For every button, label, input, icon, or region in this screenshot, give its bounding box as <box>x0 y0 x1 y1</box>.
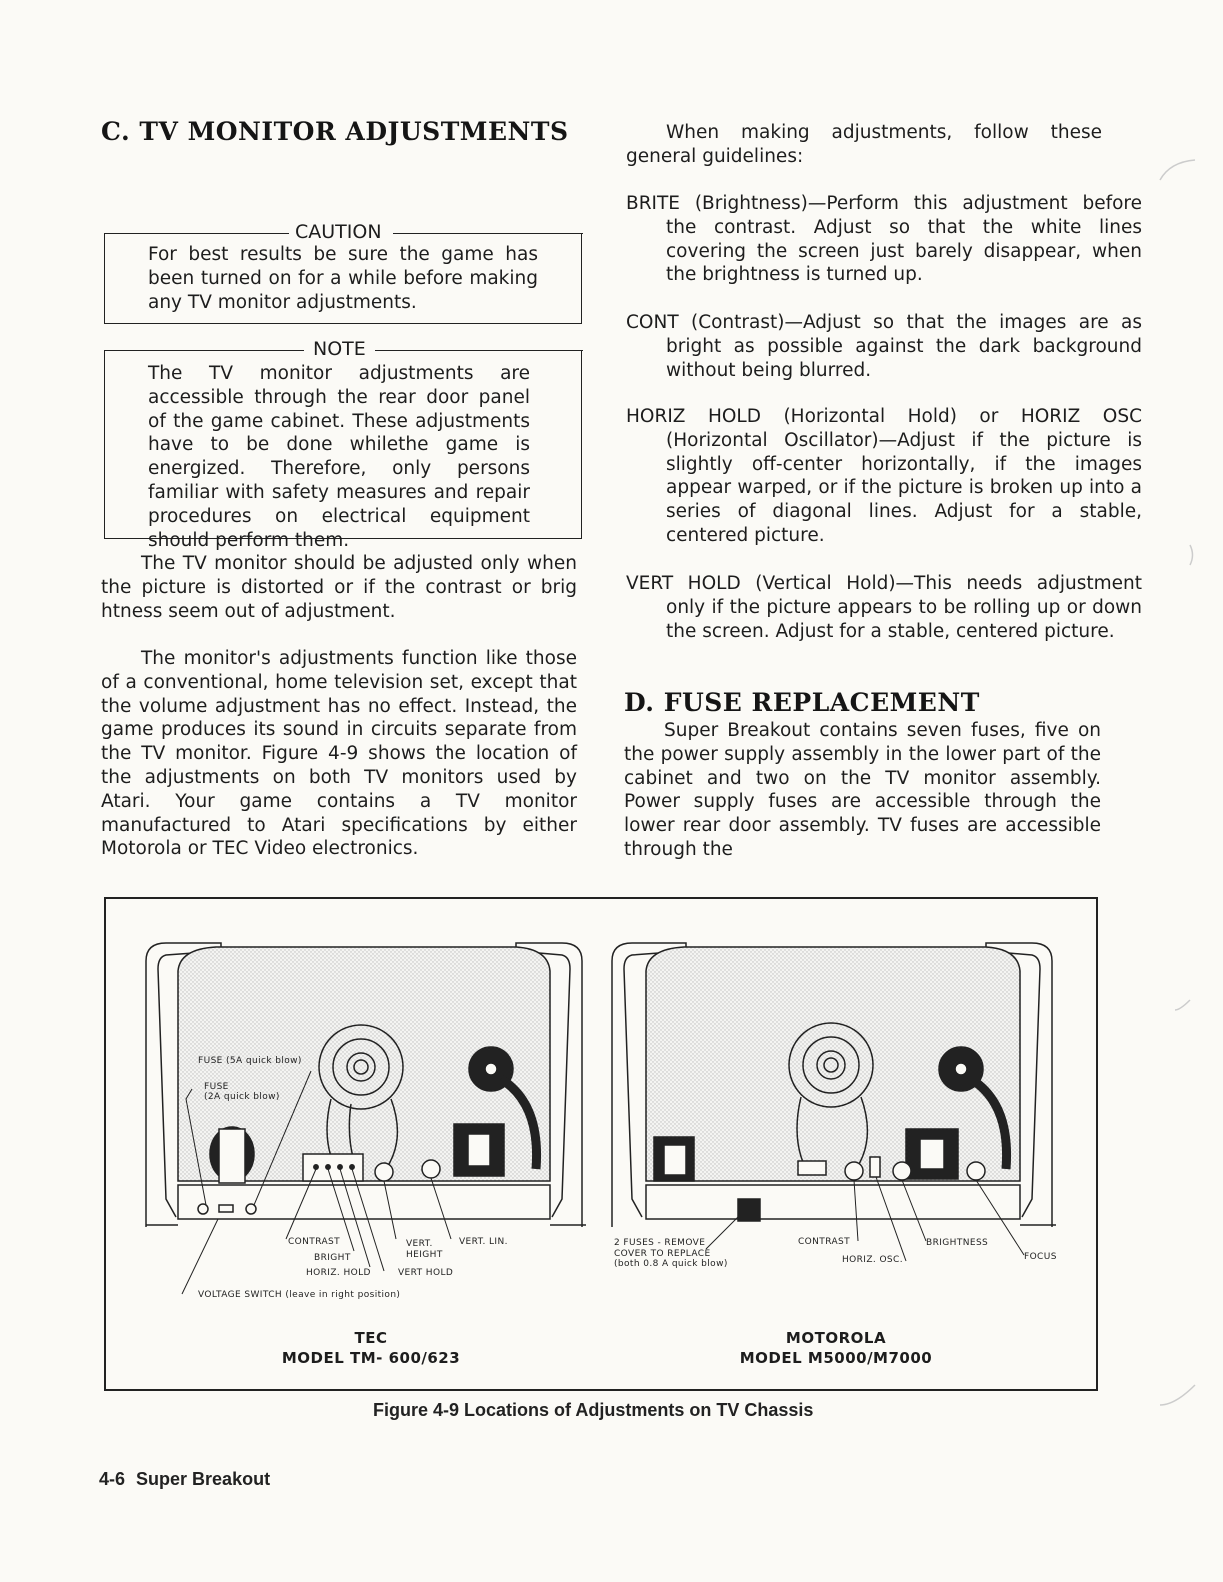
motorola-horiz-osc-label: HORIZ. OSC. <box>842 1255 903 1265</box>
tec-vert-hold-label: VERT HOLD <box>398 1268 454 1278</box>
motorola-brand: MOTOROLA <box>785 1329 887 1347</box>
caution-label: CAUTION <box>289 219 388 245</box>
section-c-heading: C. TV MONITOR ADJUSTMENTS <box>101 117 569 146</box>
tv-chassis-diagram <box>106 899 1096 1389</box>
tec-fuse-2a-label: FUSE <box>204 1082 229 1092</box>
caution-box <box>104 221 582 324</box>
binder-hole-marks <box>1150 150 1210 1430</box>
motorola-focus-label: FOCUS <box>1024 1252 1057 1262</box>
footer-title: Super Breakout <box>136 1469 271 1489</box>
note-text: The TV monitor adjustments are accessible through the rear door panel of the game cabinet. These adjustments have to be done whilethe game is energized. Therefore, only persons familiar with safety measures and repair procedures on electrical equipment should perform them. <box>148 363 530 551</box>
motorola-fuses-label: 2 FUSES - REMOVE <box>614 1238 706 1248</box>
tec-horiz-hold-label: HORIZ. HOLD <box>306 1268 371 1278</box>
note-box <box>104 338 582 551</box>
tec-brand: TEC <box>354 1329 388 1347</box>
tec-voltage-switch-label: VOLTAGE SWITCH (leave in right position) <box>198 1290 401 1300</box>
tec-chassis <box>146 943 586 1294</box>
motorola-contrast-label: CONTRAST <box>798 1237 851 1247</box>
guideline-horiz-hold: HORIZ HOLD (Horizontal Hold) or HORIZ OSC (Horizontal Oscillator)—Adjust if the picture is slightly off-center horizontally, if the images appear warped, or if the picture is broken up into a series of diagonal lines. Adjust for a stable, centered picture. <box>626 406 1142 546</box>
guideline-brite: BRITE (Brightness)—Perform this adjustment before the contrast. Adjust so that the white lines covering the screen just barely disappear, when the brightness is turned up. <box>626 193 1142 286</box>
guidelines-intro: When making adjustments, follow these general guidelines: <box>626 122 1102 167</box>
tec-vert-label: VERT. <box>406 1239 433 1249</box>
figure-4-9 <box>104 897 1098 1391</box>
note-label: NOTE <box>307 336 372 362</box>
page-footer <box>99 1469 270 1490</box>
guideline-cont: CONT (Contrast)—Adjust so that the images are as bright as possible against the dark background without being blurred. <box>626 312 1142 381</box>
motorola-brightness-label: BRIGHTNESS <box>926 1238 989 1248</box>
motorola-chassis <box>612 943 1056 1261</box>
paragraph-adjust-when: The TV monitor should be adjusted only when the picture is distorted or if the contrast or brig htness seem out of adjustment. <box>101 553 577 622</box>
tec-fuse-5a-label: FUSE (5A quick blow) <box>198 1056 302 1066</box>
tec-contrast-label: CONTRAST <box>288 1237 341 1247</box>
tec-model: MODEL TM- 600/623 <box>281 1349 461 1367</box>
motorola-fuses-cover: COVER TO REPLACE <box>614 1249 711 1259</box>
caution-text: For best results be sure the game has been turned on for a while before making any TV monitor adjustments. <box>148 244 538 313</box>
tec-fuse-2a-spec: (2A quick blow) <box>204 1092 280 1102</box>
guideline-vert-hold: VERT HOLD (Vertical Hold)—This needs adjustment only if the picture appears to be rolling up or down the screen. Adjust for a stable, centered picture. <box>626 573 1142 642</box>
motorola-fuses-spec: (both 0.8 A quick blow) <box>614 1259 728 1269</box>
tec-bright-label: BRIGHT <box>314 1253 351 1263</box>
tec-height-label: HEIGHT <box>406 1250 443 1260</box>
fuse-paragraph: Super Breakout contains seven fuses, five on the power supply assembly in the lower part of the cabinet and two on the TV monitor assembly. Power supply fuses are accessible through the lower rear door assembly. TV fuses are accessible through the <box>624 720 1101 860</box>
motorola-model: MODEL M5000/M7000 <box>739 1349 933 1367</box>
figure-caption: Figure 4-9 Locations of Adjustments on TV Chassis <box>373 1400 814 1420</box>
paragraph-monitor-adjustments: The monitor's adjustments function like those of a conventional, home television set, except that the volume adjustment has no effect. Instead, the game produces its sound in circuits separate from the TV monitor. Figure 4-9 shows the location of the adjustments on both TV monitors used by Atari. Your game contains a TV monitor manufactured to Atari specifications by either Motorola or TEC Video electronics. <box>101 648 577 860</box>
section-d-heading: D. FUSE REPLACEMENT <box>624 688 980 717</box>
page-number: 4-6 <box>99 1469 126 1489</box>
tec-vert-lin-label: VERT. LIN. <box>459 1237 508 1247</box>
